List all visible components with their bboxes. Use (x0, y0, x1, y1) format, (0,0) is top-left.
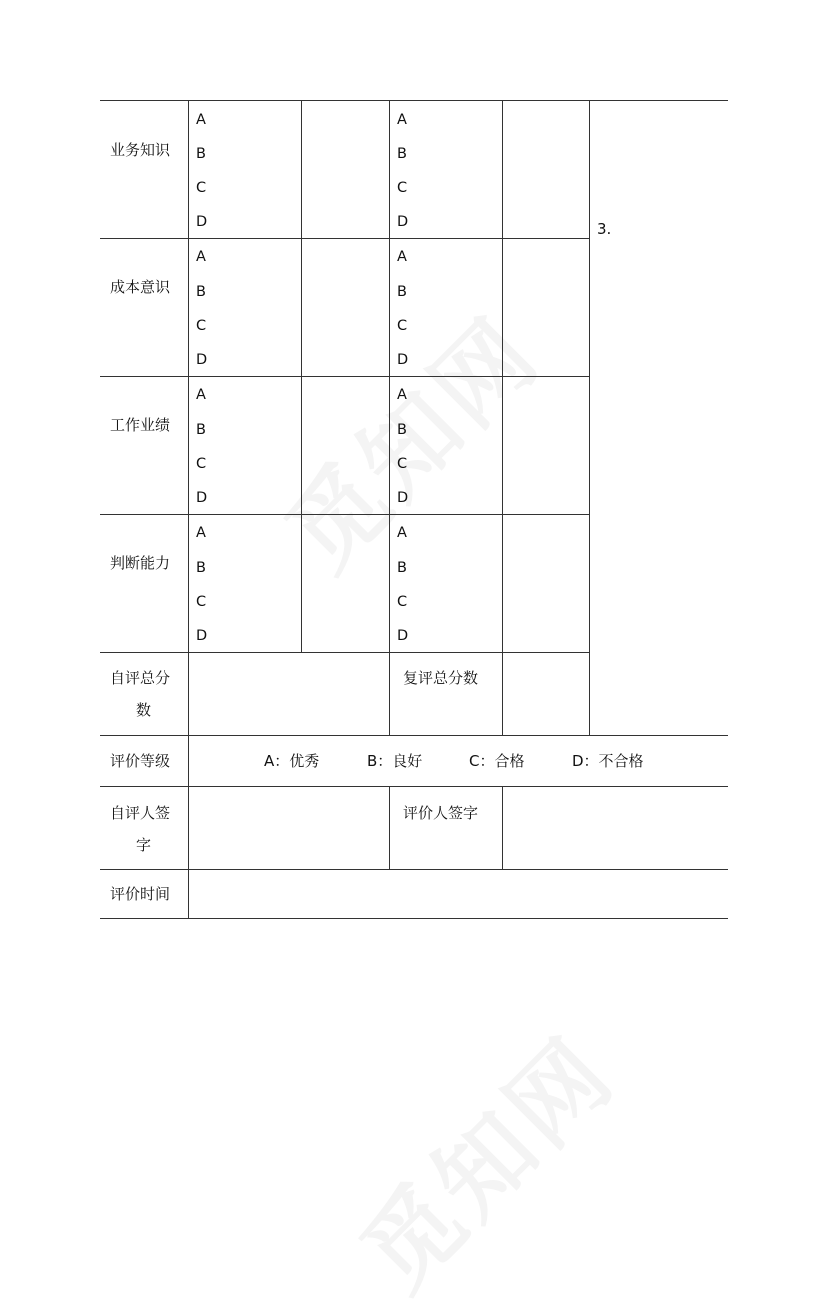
reviewer-sign-label: 评价人签字 (403, 804, 479, 822)
self-option-c: C (196, 318, 207, 334)
row-line (100, 514, 590, 515)
watermark-bottom (326, 1002, 639, 1315)
review-option-b: B (397, 146, 407, 162)
row-line (100, 735, 728, 736)
watermark (251, 282, 564, 595)
grade-b: B：良好 (367, 752, 423, 770)
criterion-label: 工作业绩 (110, 416, 171, 434)
col-line (301, 100, 302, 652)
table-border-bottom (100, 918, 728, 919)
self-option-d: D (196, 352, 208, 368)
self-option-b: B (196, 560, 206, 576)
review-option-c: C (397, 594, 408, 610)
self-sign-label-line1: 自评人签 (110, 804, 171, 822)
review-option-a: A (397, 525, 407, 541)
grade-a: A：优秀 (264, 752, 320, 770)
review-option-a: A (397, 387, 407, 403)
review-option-d: D (397, 628, 409, 644)
self-option-c: C (196, 456, 207, 472)
self-option-c: C (196, 594, 207, 610)
col-line (502, 786, 503, 869)
remark-text: 3. (597, 220, 612, 238)
eval-time-label: 评价时间 (110, 885, 171, 903)
criterion-label: 判断能力 (110, 554, 171, 572)
criterion-label: 成本意识 (110, 278, 171, 296)
grade-label: 评价等级 (110, 752, 171, 770)
review-option-c: C (397, 456, 408, 472)
review-option-c: C (397, 318, 408, 334)
self-option-b: B (196, 146, 206, 162)
self-option-a: A (196, 112, 206, 128)
self-option-a: A (196, 387, 206, 403)
criterion-label: 业务知识 (110, 141, 171, 159)
review-option-d: D (397, 214, 409, 230)
review-option-d: D (397, 352, 409, 368)
review-total-label: 复评总分数 (403, 669, 479, 687)
self-option-b: B (196, 284, 206, 300)
self-total-label-line2: 数 (136, 701, 152, 719)
row-line (100, 238, 590, 239)
grade-d: D：不合格 (572, 752, 644, 770)
review-option-b: B (397, 284, 407, 300)
self-option-d: D (196, 628, 208, 644)
review-option-a: A (397, 249, 407, 265)
row-line (100, 376, 590, 377)
col-line (589, 100, 590, 735)
self-total-label-line1: 自评总分 (110, 669, 171, 687)
col-line (188, 100, 189, 918)
self-option-d: D (196, 490, 208, 506)
review-option-b: B (397, 560, 407, 576)
self-sign-label-line2: 字 (136, 836, 152, 854)
review-option-c: C (397, 180, 408, 196)
table-border-top (100, 100, 728, 101)
review-option-a: A (397, 112, 407, 128)
review-option-d: D (397, 490, 409, 506)
row-line (100, 869, 728, 870)
self-option-d: D (196, 214, 208, 230)
row-line (100, 652, 590, 653)
self-option-a: A (196, 249, 206, 265)
col-line (502, 100, 503, 735)
self-option-b: B (196, 422, 206, 438)
grade-c: C：合格 (469, 752, 525, 770)
self-option-a: A (196, 525, 206, 541)
row-line (100, 786, 728, 787)
review-option-b: B (397, 422, 407, 438)
self-option-c: C (196, 180, 207, 196)
col-line (389, 786, 390, 869)
col-line (389, 100, 390, 735)
